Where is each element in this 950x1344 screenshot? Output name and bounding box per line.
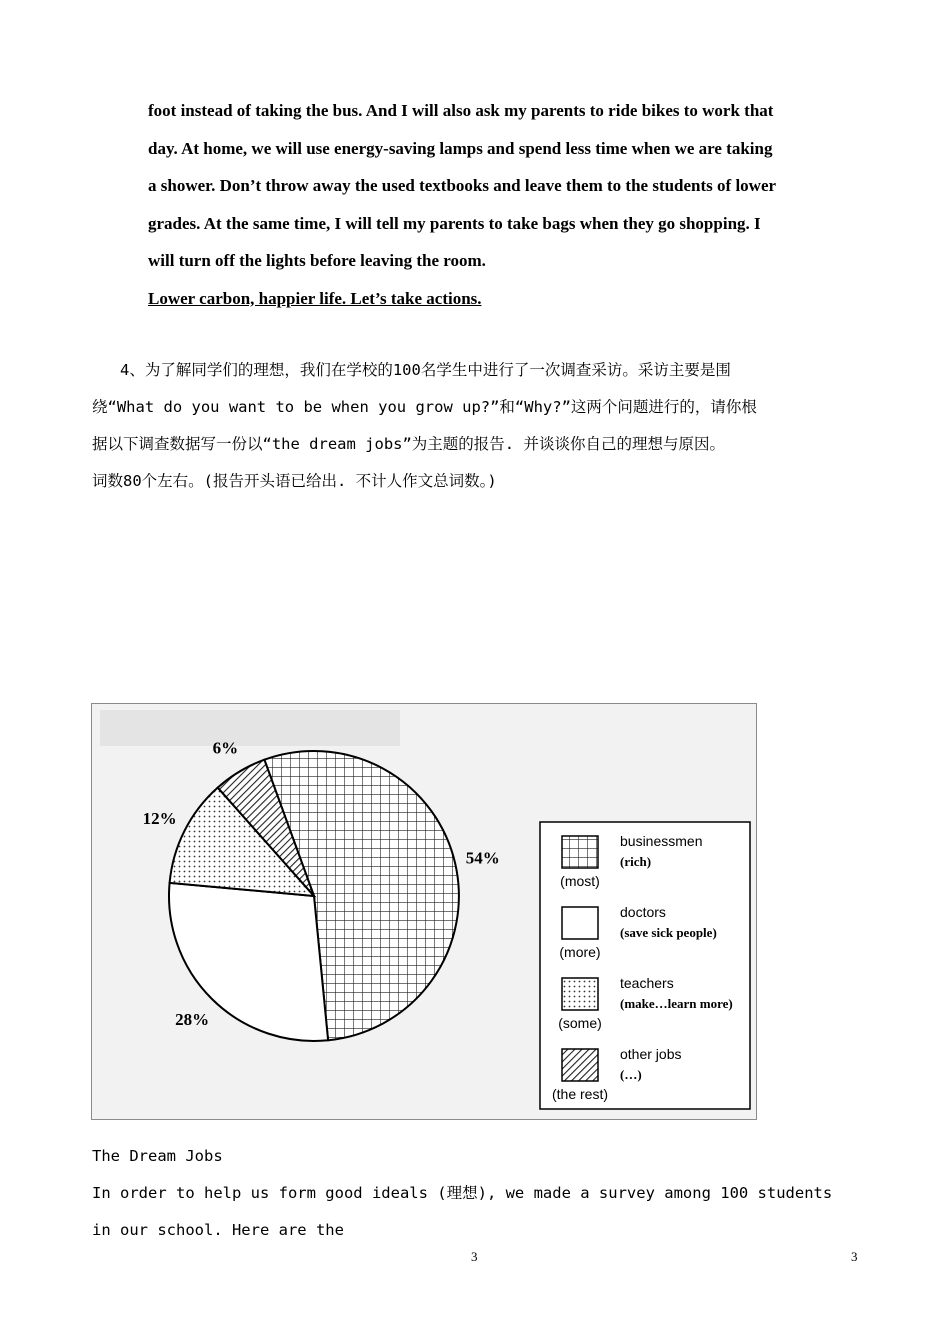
legend-reason-businessmen: (rich) [620,854,652,869]
legend-swatch-doctors [562,907,598,939]
legend-amount-other-jobs: (the rest) [551,1086,609,1102]
essay-line: a shower. Don’t throw away the used textbooks and leave them to the students of lower [148,176,777,195]
pie-label-businessmen: 54% [465,848,500,868]
question-line: 词数80个左右。(报告开头语已给出. 不计人作文总词数。) [92,472,497,490]
legend-label-doctors: doctors [620,904,666,920]
pie-label-teachers: 12% [142,809,177,828]
essay-line: will turn off the lights before leaving the room. [148,251,486,270]
legend-label-businessmen: businessmen [620,833,703,849]
pie-label-doctors: 28% [175,1009,210,1029]
legend-amount-businessmen: (most) [560,873,600,889]
legend-reason-teachers: (make…learn more) [620,996,733,1011]
report-line: In order to help us form good ideals (理想), we made a survey among 100 students [92,1184,833,1202]
legend-amount-teachers: (some) [558,1015,602,1031]
pie-chart-figure [91,703,757,1120]
page-number-right: 3 [851,1249,858,1264]
report-start [92,1138,872,1249]
essay-line: day. At home, we will use energy-saving lamps and spend less time when we are taking [148,138,773,158]
legend-label-other-jobs: other jobs [620,1046,682,1062]
legend-swatch-other-jobs [562,1049,598,1081]
pie-chart [92,704,756,1119]
legend-reason-doctors: (save sick people) [620,925,717,940]
question-4 [92,352,862,500]
legend-swatch-teachers [562,978,598,1010]
question-line: 据以下调查数据写一份以“the dream jobs”为主题的报告. 并谈谈你自己的理想与原因。 [92,435,725,453]
legend-label-teachers: teachers [620,975,674,991]
legend-amount-doctors: (more) [559,944,601,960]
essay-closing: Lower carbon, happier life. Let’s take actions. [148,288,482,308]
legend-reason-other-jobs: (…) [620,1067,642,1082]
essay-line: grades. At the same time, I will tell my parents to take bags when they go shopping. I [148,213,761,233]
essay-continuation [148,92,868,317]
pie-label-other-jobs: 6% [212,738,239,758]
page-number-center: 3 [471,1249,478,1264]
report-line: in our school. Here are the [92,1221,344,1239]
essay-line: foot instead of taking the bus. And I will also ask my parents to ride bikes to work that [148,101,774,120]
question-line: 4、为了解同学们的理想，我们在学校的100名学生中进行了一次调查采访。采访主要是围 [120,361,731,379]
legend-swatch-businessmen [562,836,598,868]
question-line: 绕“What do you want to be when you grow up?”和“Why?”这两个问题进行的，请你根 [92,398,757,416]
pie-slices [169,751,459,1041]
report-title: The Dream Jobs [92,1147,223,1165]
scan-header-block [100,710,400,746]
